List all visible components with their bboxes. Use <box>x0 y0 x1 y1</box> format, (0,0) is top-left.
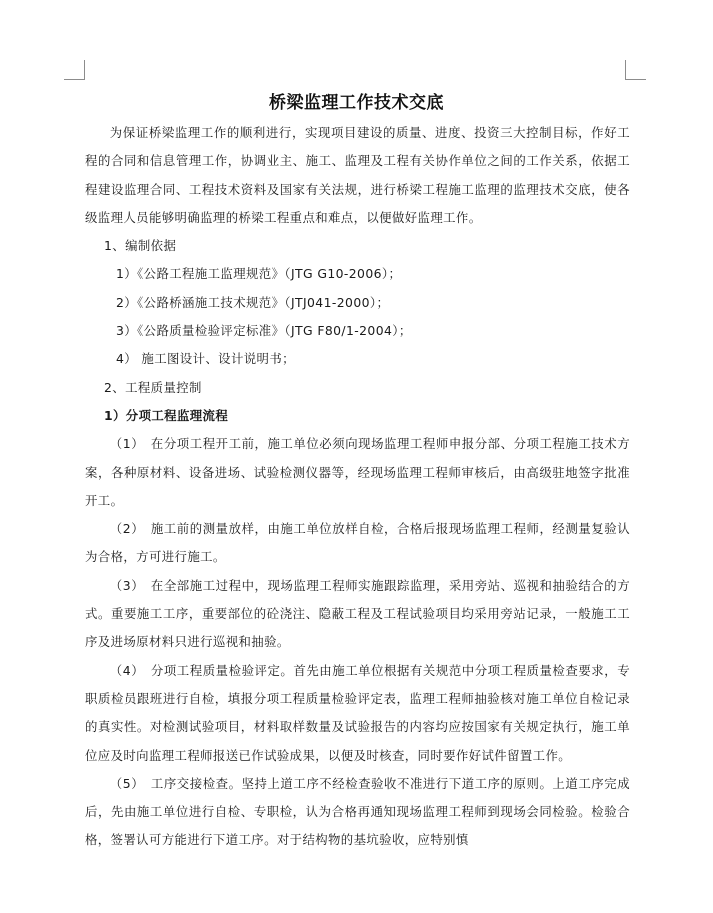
intro-paragraph: 为保证桥梁监理工作的顺利进行，实现项目建设的质量、进度、投资三大控制目标，作好工程的合同和信息管理工作，协调业主、施工、监理及工程有关协作单位之间的工作关系，依据工程建设监理合同、工程技术资料及国家有关法规，进行桥梁工程施工监理的监理技术交底，使各级监理人员能够明确监理的桥梁工程重点和难点，以便做好监理工作。 <box>85 125 630 225</box>
process-paragraph: （5） 工序交接检查。坚持上道工序不经检查验收不准进行下道工序的原则。上道工序完成后，先由施工单位进行自检、专职检，认为合格再通知现场监理工程师到现场会同检验。检验合格，签署认可方能进行下道工序。对于结构物的基坑验收，应特别慎 <box>85 775 630 848</box>
process-paragraph: （3） 在全部施工过程中，现场监理工程师实施跟踪监理，采用旁站、巡视和抽验结合的方式。重要施工工序，重要部位的砼浇注、隐蔽工程及工程试验项目均采用旁站记录，一般施工工序及进场原材料只进行巡视和抽验。 <box>85 577 630 650</box>
document-title: 桥梁监理工作技术交底 <box>269 93 444 113</box>
process-paragraph: （1） 在分项工程开工前，施工单位必须向现场监理工程师申报分部、分项工程施工技术方案，各种原材料、设备进场、试验检测仪器等，经现场监理工程师审核后，由高级驻地签字批准开工。 <box>85 436 630 508</box>
margin-corner-mark-top-right <box>625 60 646 80</box>
section-heading-quality-control: 2、工程质量控制 <box>104 379 202 395</box>
reference-item: 1）《公路工程施工监理规范》（JTG G10-2006）； <box>116 266 402 282</box>
reference-item: 3）《公路质量检验评定标准》（JTG F80/1-2004）； <box>116 323 412 339</box>
section-heading-basis: 1、编制依据 <box>104 238 177 254</box>
subsection-heading-process: 1）分项工程监理流程 <box>104 407 229 423</box>
process-paragraph: （4） 分项工程质量检验评定。首先由施工单位根据有关规范中分项工程质量检查要求，专职质检员跟班进行自检，填报分项工程质量检验评定表，监理工程师抽验核对施工单位自检记录的真实性。对检测试验项目，材料取样数量及试验报告的内容均应按国家有关规定执行，施工单位应及时向监理工程师报送已作试验成果，以便及时核查，同时要作好试件留置工作。 <box>85 662 630 763</box>
reference-item: 4） 施工图设计、设计说明书； <box>116 351 295 367</box>
document-body <box>85 119 630 855</box>
margin-corner-mark-top-left <box>64 60 85 80</box>
process-paragraph: （2） 施工前的测量放样，由施工单位放样自检，合格后报现场监理工程师，经测量复验认为合格，方可进行施工。 <box>85 521 630 565</box>
reference-item: 2）《公路桥涵施工技术规范》（JTJ041-2000）； <box>116 294 390 310</box>
